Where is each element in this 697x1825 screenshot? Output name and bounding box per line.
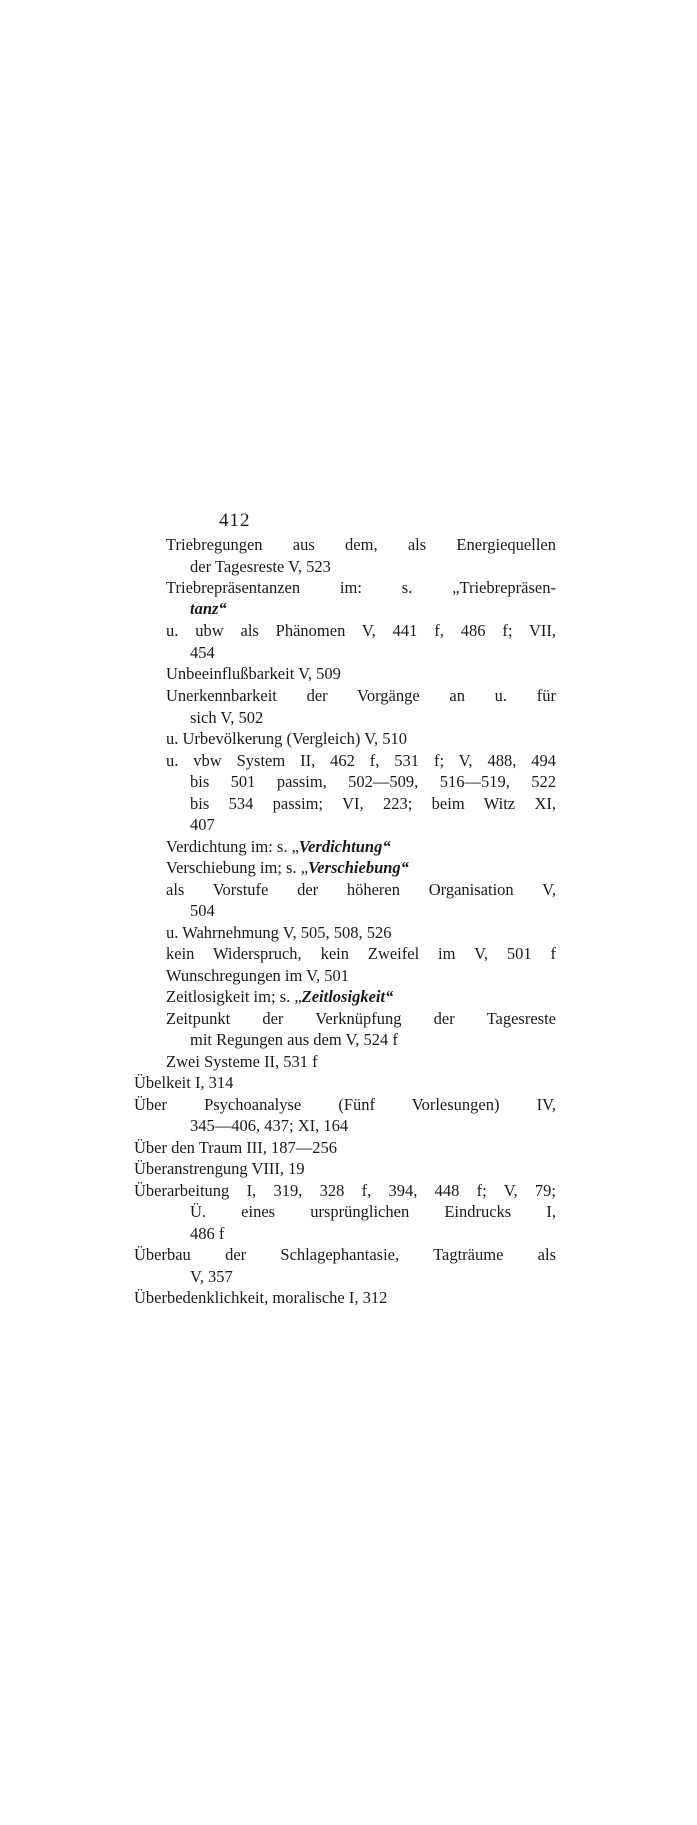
index-line: u. ubw als Phänomen V, 441 f, 486 f; VII, [166, 621, 556, 640]
index-line: 504 [190, 901, 215, 920]
index-line: Verdichtung im: s. „Verdichtung“ [166, 837, 391, 856]
index-line: als Vorstufe der höheren Organisation V, [166, 880, 556, 899]
index-line: 486 f [190, 1224, 225, 1243]
index-line: 454 [190, 643, 215, 662]
index-line: Überbau der Schlagephantasie, Tagträume als [134, 1245, 556, 1264]
index-line: bis 501 passim, 502—509, 516—519, 522 [190, 772, 556, 791]
index-line: u. Urbevölkerung (Vergleich) V, 510 [166, 729, 408, 748]
index-line: Überarbeitung I, 319, 328 f, 394, 448 f; V, 79; [134, 1181, 556, 1200]
index-line: Zeitlosigkeit im; s. „Zeitlosigkeit“ [166, 987, 394, 1006]
index-line: 345—406, 437; XI, 164 [190, 1116, 349, 1135]
index-line: Ü. eines ursprünglichen Eindrucks I, [190, 1202, 556, 1221]
index-line: bis 534 passim; VI, 223; beim Witz XI, [190, 794, 556, 813]
index-line: Verschiebung im; s. „Verschiebung“ [166, 858, 409, 877]
index-line: Unerkennbarkeit der Vorgänge an u. für [166, 686, 556, 705]
index-line: Wunschregungen im V, 501 [166, 966, 349, 985]
index-line: der Tagesreste V, 523 [190, 557, 331, 576]
index-line: u. vbw System II, 462 f, 531 f; V, 488, 494 [166, 751, 556, 770]
index-line: kein Widerspruch, kein Zweifel im V, 501 f [166, 944, 556, 963]
index-line: V, 357 [190, 1267, 233, 1286]
index-line: Triebrepräsentanzen im: s. „Triebrepräsen- [166, 578, 556, 597]
index-line: Überbedenklichkeit, moralische I, 312 [134, 1288, 388, 1307]
index-line: Überanstrengung VIII, 19 [134, 1159, 305, 1178]
index-line: Zeitpunkt der Verknüpfung der Tagesreste [166, 1009, 556, 1028]
index-line: Unbeeinflußbarkeit V, 509 [166, 664, 341, 683]
index-line: mit Regungen aus dem V, 524 f [190, 1030, 398, 1049]
index-line: Über Psychoanalyse (Fünf Vorlesungen) IV, [134, 1095, 556, 1114]
index-line: tanz“ [190, 599, 227, 618]
index-line: Über den Traum III, 187—256 [134, 1138, 338, 1157]
index-line: sich V, 502 [190, 708, 264, 727]
index-line: 407 [190, 815, 215, 834]
page-number: 412 [219, 510, 251, 531]
index-line: Zwei Systeme II, 531 f [166, 1052, 318, 1071]
index-line: Triebregungen aus dem, als Energiequellen [166, 535, 556, 554]
index-line: u. Wahrnehmung V, 505, 508, 526 [166, 923, 392, 942]
index-line: Übelkeit I, 314 [134, 1073, 234, 1092]
